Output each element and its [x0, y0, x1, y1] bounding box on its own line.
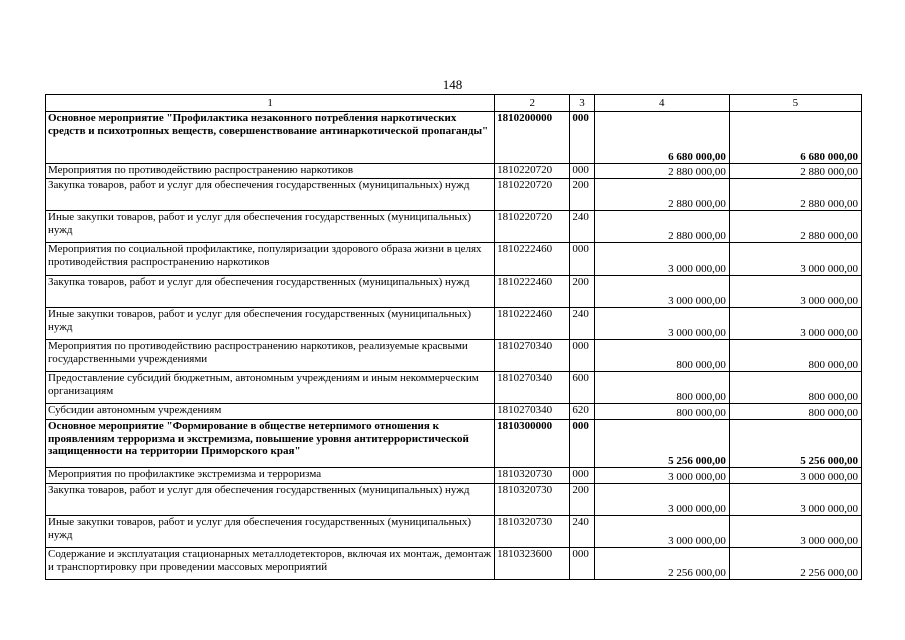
- row-amount-year1-cell: 3 000 000,00: [594, 484, 729, 516]
- table-row: [46, 179, 862, 211]
- row-amount-year2-cell: 3 000 000,00: [729, 243, 861, 276]
- row-target-code-cell: 1810300000: [495, 420, 570, 468]
- table-row: [46, 340, 862, 372]
- table-row: [46, 112, 862, 164]
- row-expense-type-cell: 000: [570, 340, 594, 372]
- row-amount-year2-cell: 3 000 000,00: [729, 484, 861, 516]
- budget-table-body: [46, 95, 862, 580]
- row-name-cell: Мероприятия по социальной профилактике, популяризации здорового образа жизни в целях противодействия распространению наркотиков: [46, 243, 495, 276]
- row-target-code-cell: 1810200000: [495, 112, 570, 164]
- row-amount-year2-cell: 800 000,00: [729, 404, 861, 420]
- row-target-code-cell: 1810220720: [495, 179, 570, 211]
- row-amount-year1-cell: 800 000,00: [594, 340, 729, 372]
- row-amount-year2-cell: 800 000,00: [729, 372, 861, 404]
- header-col-5: 5: [729, 95, 861, 112]
- row-expense-type-cell: 000: [570, 420, 594, 468]
- row-name-cell: Основное мероприятие "Формирование в обществе нетерпимого отношения к проявлениям терроризма и экстремизма, повышение уровня антитеррористической защищенности на территории Приморского края": [46, 420, 495, 468]
- row-expense-type-cell: 000: [570, 243, 594, 276]
- row-name-cell: Мероприятия по противодействию распространению наркотиков: [46, 164, 495, 179]
- row-target-code-cell: 1810320730: [495, 468, 570, 484]
- row-expense-type-cell: 240: [570, 308, 594, 340]
- row-amount-year1-cell: 2 256 000,00: [594, 548, 729, 580]
- row-target-code-cell: 1810323600: [495, 548, 570, 580]
- row-amount-year2-cell: 5 256 000,00: [729, 420, 861, 468]
- table-row: [46, 548, 862, 580]
- row-expense-type-cell: 200: [570, 484, 594, 516]
- row-amount-year2-cell: 6 680 000,00: [729, 112, 861, 164]
- row-expense-type-cell: 000: [570, 164, 594, 179]
- row-target-code-cell: 1810222460: [495, 276, 570, 308]
- row-target-code-cell: 1810270340: [495, 340, 570, 372]
- table-row: [46, 211, 862, 243]
- row-amount-year1-cell: 800 000,00: [594, 372, 729, 404]
- row-expense-type-cell: 240: [570, 211, 594, 243]
- row-name-cell: Иные закупки товаров, работ и услуг для обеспечения государственных (муниципальных) нужд: [46, 308, 495, 340]
- row-expense-type-cell: 000: [570, 112, 594, 164]
- header-col-4: 4: [594, 95, 729, 112]
- row-target-code-cell: 1810320730: [495, 516, 570, 548]
- row-amount-year1-cell: 2 880 000,00: [594, 179, 729, 211]
- row-amount-year1-cell: 800 000,00: [594, 404, 729, 420]
- table-row: [46, 308, 862, 340]
- header-col-1: 1: [46, 95, 495, 112]
- row-target-code-cell: 1810270340: [495, 404, 570, 420]
- row-name-cell: Закупка товаров, работ и услуг для обеспечения государственных (муниципальных) нужд: [46, 484, 495, 516]
- row-amount-year1-cell: 3 000 000,00: [594, 308, 729, 340]
- row-expense-type-cell: 000: [570, 468, 594, 484]
- page-number: 148: [442, 77, 463, 92]
- row-amount-year2-cell: 3 000 000,00: [729, 516, 861, 548]
- header-col-3: 3: [570, 95, 594, 112]
- table-row: [46, 243, 862, 276]
- row-expense-type-cell: 200: [570, 179, 594, 211]
- table-header-row: [46, 95, 862, 112]
- row-name-cell: Мероприятия по противодействию распространению наркотиков, реализуемые красвыми государственными учреждениями: [46, 340, 495, 372]
- row-target-code-cell: 1810222460: [495, 308, 570, 340]
- row-name-cell: Содержание и эксплуатация стационарных металлодетекторов, включая их монтаж, демонтаж и транспортировку при проведении массовых мероприятий: [46, 548, 495, 580]
- row-amount-year1-cell: 3 000 000,00: [594, 468, 729, 484]
- row-expense-type-cell: 620: [570, 404, 594, 420]
- row-amount-year1-cell: 3 000 000,00: [594, 516, 729, 548]
- row-expense-type-cell: 000: [570, 548, 594, 580]
- row-name-cell: Предоставление субсидий бюджетным, автономным учреждениям и иным некоммерческим организациям: [46, 372, 495, 404]
- row-name-cell: Закупка товаров, работ и услуг для обеспечения государственных (муниципальных) нужд: [46, 179, 495, 211]
- table-row: [46, 420, 862, 468]
- row-amount-year2-cell: 3 000 000,00: [729, 468, 861, 484]
- row-amount-year2-cell: 2 880 000,00: [729, 179, 861, 211]
- row-target-code-cell: 1810320730: [495, 484, 570, 516]
- table-row: [46, 468, 862, 484]
- row-amount-year2-cell: 800 000,00: [729, 340, 861, 372]
- row-expense-type-cell: 200: [570, 276, 594, 308]
- row-name-cell: Мероприятия по профилактике экстремизма и терроризма: [46, 468, 495, 484]
- table-row: [46, 372, 862, 404]
- row-amount-year1-cell: 5 256 000,00: [594, 420, 729, 468]
- row-expense-type-cell: 600: [570, 372, 594, 404]
- table-row: [46, 276, 862, 308]
- row-amount-year1-cell: 2 880 000,00: [594, 164, 729, 179]
- row-name-cell: Закупка товаров, работ и услуг для обеспечения государственных (муниципальных) нужд: [46, 276, 495, 308]
- header-col-2: 2: [495, 95, 570, 112]
- row-amount-year2-cell: 2 880 000,00: [729, 164, 861, 179]
- row-amount-year2-cell: 2 880 000,00: [729, 211, 861, 243]
- row-expense-type-cell: 240: [570, 516, 594, 548]
- budget-table: [45, 94, 862, 580]
- row-amount-year2-cell: 3 000 000,00: [729, 308, 861, 340]
- table-row: [46, 516, 862, 548]
- row-target-code-cell: 1810270340: [495, 372, 570, 404]
- row-target-code-cell: 1810222460: [495, 243, 570, 276]
- row-amount-year2-cell: 2 256 000,00: [729, 548, 861, 580]
- row-amount-year1-cell: 2 880 000,00: [594, 211, 729, 243]
- table-row: [46, 484, 862, 516]
- row-name-cell: Субсидии автономным учреждениям: [46, 404, 495, 420]
- row-name-cell: Иные закупки товаров, работ и услуг для обеспечения государственных (муниципальных) нужд: [46, 211, 495, 243]
- row-target-code-cell: 1810220720: [495, 211, 570, 243]
- table-row: [46, 404, 862, 420]
- row-amount-year2-cell: 3 000 000,00: [729, 276, 861, 308]
- row-target-code-cell: 1810220720: [495, 164, 570, 179]
- row-name-cell: Иные закупки товаров, работ и услуг для обеспечения государственных (муниципальных) нужд: [46, 516, 495, 548]
- row-amount-year1-cell: 3 000 000,00: [594, 276, 729, 308]
- row-amount-year1-cell: 3 000 000,00: [594, 243, 729, 276]
- row-amount-year1-cell: 6 680 000,00: [594, 112, 729, 164]
- row-name-cell: Основное мероприятие "Профилактика незаконного потребления наркотических средств и психотропных веществ, совершенствование антинаркотической пропаганды": [46, 112, 495, 164]
- table-row: [46, 164, 862, 179]
